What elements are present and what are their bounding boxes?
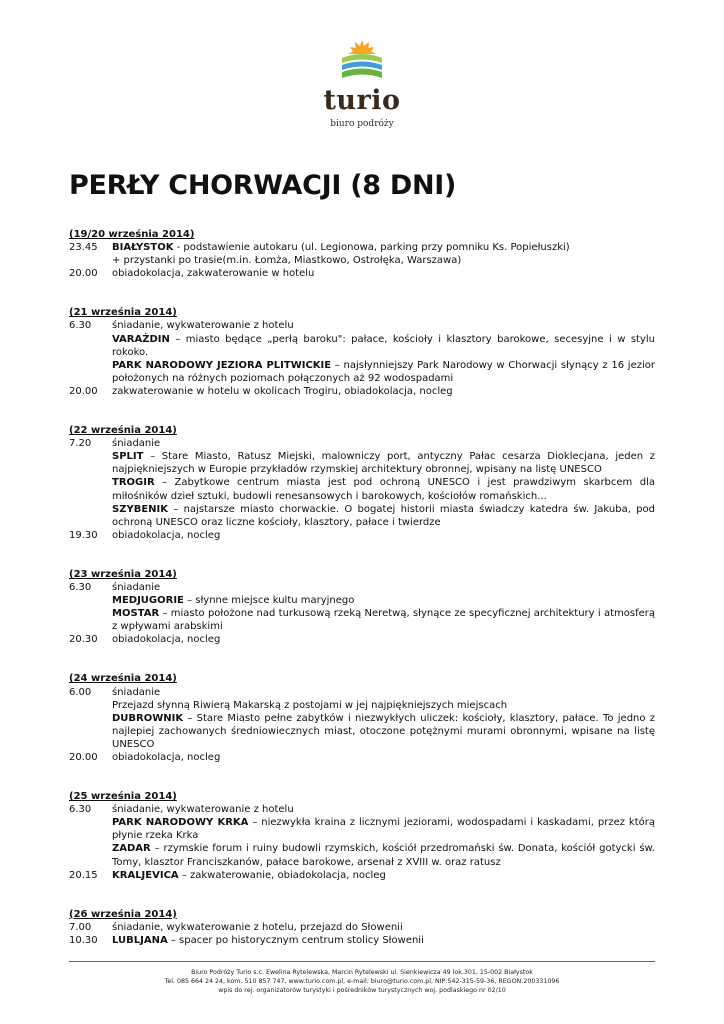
schedule-time bbox=[69, 476, 112, 502]
schedule-row bbox=[69, 385, 655, 398]
schedule-row bbox=[69, 842, 655, 868]
place-name: SPLIT bbox=[112, 451, 144, 463]
schedule-description bbox=[112, 267, 655, 280]
description-text: – słynne miejsce kultu maryjnego bbox=[183, 595, 355, 607]
schedule-time: 20.00 bbox=[69, 268, 98, 280]
footer-line-contact: Tel. 085 664 24 24, kom. 510 857 747, www.turio.com.pl, e-mail: biuro@turio.com.pl, NIP:542-315-59-36, REGON:200331096 bbox=[164, 978, 560, 985]
schedule-row bbox=[69, 319, 655, 332]
schedule-row bbox=[69, 450, 655, 476]
schedule-description bbox=[112, 437, 655, 450]
schedule-row bbox=[69, 476, 655, 502]
schedule-time bbox=[69, 503, 112, 529]
itinerary bbox=[69, 228, 655, 973]
place-name: PARK NARODOWY KRKA bbox=[112, 817, 249, 829]
schedule-row bbox=[69, 686, 655, 699]
schedule-description bbox=[112, 842, 655, 868]
schedule-row bbox=[69, 803, 655, 816]
schedule-description bbox=[112, 816, 655, 842]
schedule-description bbox=[112, 241, 655, 254]
itinerary-day bbox=[69, 908, 655, 947]
schedule-description bbox=[112, 686, 655, 699]
place-name: SZYBENIK bbox=[112, 503, 168, 515]
description-text: – zakwaterowanie, obiadokolacja, nocleg bbox=[178, 869, 386, 881]
schedule-time: 7.00 bbox=[69, 921, 92, 933]
day-date: (21 września 2014) bbox=[69, 307, 177, 319]
schedule-time: 6.30 bbox=[69, 581, 92, 593]
description-text: śniadanie bbox=[112, 686, 161, 698]
schedule-row bbox=[69, 503, 655, 529]
schedule-row bbox=[69, 594, 655, 607]
schedule-time: 20.30 bbox=[69, 634, 98, 646]
schedule-time: 6.00 bbox=[69, 686, 92, 698]
schedule-row bbox=[69, 359, 655, 385]
schedule-description bbox=[112, 385, 655, 398]
description-text: śniadanie, wykwaterowanie z hotelu, przejazd do Słowenii bbox=[112, 921, 403, 933]
itinerary-day bbox=[69, 568, 655, 647]
day-date: (23 września 2014) bbox=[69, 568, 177, 580]
schedule-row bbox=[69, 712, 655, 751]
place-name: DUBROWNIK bbox=[112, 712, 184, 724]
schedule-row bbox=[69, 241, 655, 254]
schedule-time bbox=[69, 712, 112, 751]
description-text: – miasto położone nad turkusową rzeką Neretwą, słynące ze specyficznej architektury i atmosferą z wpływami arabskimi bbox=[112, 608, 655, 633]
schedule-row bbox=[69, 529, 655, 542]
schedule-description bbox=[112, 359, 655, 385]
schedule-row bbox=[69, 607, 655, 633]
schedule-description bbox=[112, 254, 655, 267]
description-text: – Stare Miasto pełne zabytków i niezwykłych uliczek: kościoły, klasztory, pałace. To jedno z najlepiej zachowanych średniowiecznych miast, otoczone potężnymi murami obronnymi, wpisane na listę UNESCO bbox=[112, 712, 655, 750]
day-date: (25 września 2014) bbox=[69, 791, 177, 803]
description-text: zakwaterowanie w hotelu w okolicach Trogiru, obiadokolacja, nocleg bbox=[112, 385, 453, 397]
description-text: obiadokolacja, zakwaterowanie w hotelu bbox=[112, 268, 315, 280]
schedule-time bbox=[69, 254, 112, 267]
schedule-row bbox=[69, 816, 655, 842]
place-name: VARAŻDIN bbox=[112, 333, 170, 345]
place-name: PARK NARODOWY JEZIORA PLITWICKIE bbox=[112, 359, 332, 371]
itinerary-day bbox=[69, 306, 655, 398]
schedule-description bbox=[112, 450, 655, 476]
schedule-description bbox=[112, 712, 655, 751]
description-text: - podstawienie autokaru (ul. Legionowa, parking przy pomniku Ks. Popiełuszki) bbox=[173, 242, 570, 254]
footer-divider bbox=[69, 961, 655, 962]
schedule-description bbox=[112, 934, 655, 947]
description-text: Przejazd słynną Riwierą Makarską z postojami w jej najpiękniejszych miejscach bbox=[112, 699, 508, 711]
company-logo bbox=[0, 38, 724, 130]
schedule-row bbox=[69, 633, 655, 646]
schedule-row bbox=[69, 934, 655, 947]
schedule-time bbox=[69, 607, 112, 633]
schedule-time: 20.00 bbox=[69, 385, 98, 397]
schedule-row bbox=[69, 921, 655, 934]
description-text: – Stare Miasto, Ratusz Miejski, malowniczy port, antyczny Pałac cesarza Dioklecjana, jeden z najpiękniejszych w Europie przykładów rzymskiej architektury obronnej, wpisany na listę UNESCO bbox=[112, 451, 655, 476]
schedule-description bbox=[112, 319, 655, 332]
document-title: PERŁY CHORWACJI (8 DNI) bbox=[69, 170, 457, 201]
schedule-time bbox=[69, 842, 112, 868]
schedule-row bbox=[69, 333, 655, 359]
turio-logo-icon bbox=[338, 38, 386, 84]
schedule-description bbox=[112, 803, 655, 816]
description-text: śniadanie, wykwaterowanie z hotelu bbox=[112, 320, 294, 332]
day-date: (19/20 września 2014) bbox=[69, 229, 195, 240]
schedule-description bbox=[112, 503, 655, 529]
description-text: obiadokolacja, nocleg bbox=[112, 752, 221, 763]
schedule-row bbox=[69, 581, 655, 594]
schedule-description bbox=[112, 581, 655, 594]
description-text: – najstarsze miasto chorwackie. O bogatej historii miasta świadczy katedra św. Jakuba, pod ochroną UNESCO oraz liczne kościoły, klasztory, pałace i twierdze bbox=[112, 503, 655, 528]
schedule-time bbox=[69, 359, 112, 385]
schedule-description bbox=[112, 869, 655, 882]
schedule-time: 23.45 bbox=[69, 242, 98, 254]
description-text: śniadanie bbox=[112, 581, 161, 593]
description-text: – rzymskie forum i ruiny budowli rzymskich, kościół przedromański św. Donata, kościół gotycki św. Tomy, klasztor Franciszkanów, pałace barokowe, arsenał z XVIII w. oraz ratusz bbox=[112, 843, 655, 868]
place-name: BIAŁYSTOK bbox=[112, 242, 174, 254]
description-text: – niezwykła kraina z licznymi jeziorami, wodospadami i kaskadami, przez którą płynie rzeka Krka bbox=[112, 817, 655, 842]
schedule-row bbox=[69, 267, 655, 280]
schedule-description bbox=[112, 594, 655, 607]
description-text: śniadanie bbox=[112, 438, 161, 450]
day-date: (24 września 2014) bbox=[69, 673, 177, 685]
footer bbox=[69, 968, 655, 995]
place-name: TROGIR bbox=[112, 477, 155, 489]
brand-name: turio bbox=[323, 85, 401, 116]
schedule-time bbox=[69, 816, 112, 842]
day-date: (26 września 2014) bbox=[69, 908, 177, 920]
schedule-time: 10.30 bbox=[69, 934, 98, 946]
schedule-description bbox=[112, 921, 655, 934]
schedule-description bbox=[112, 633, 655, 646]
footer-line-registry: wpis do rej. organizatorów turystyki i pośredników turystycznych woj. podlaskiego nr 02/10 bbox=[218, 987, 506, 994]
footer-line-address: Biuro Podróży Turio s.c. Ewelina Rytelewska, Marcin Rytelewski ul. Sienkiewicza 49 lok.301, 15-002 Białystok bbox=[191, 969, 533, 976]
schedule-description bbox=[112, 476, 655, 502]
schedule-row bbox=[69, 699, 655, 712]
description-text: – Zabytkowe centrum miasta jest pod ochroną UNESCO i jest prawdziwym skarbcem dla miłośników dzieł sztuki, budowli renesansowych i barokowych, kościołów romańskich... bbox=[112, 477, 655, 502]
itinerary-day bbox=[69, 228, 655, 280]
schedule-time: 19.30 bbox=[69, 529, 98, 541]
schedule-description bbox=[112, 699, 655, 712]
schedule-row bbox=[69, 869, 655, 882]
schedule-time: 20.15 bbox=[69, 869, 98, 881]
brand-tagline: biuro podróży bbox=[330, 119, 394, 129]
schedule-time bbox=[69, 699, 112, 712]
schedule-time: 6.30 bbox=[69, 804, 92, 816]
schedule-description bbox=[112, 529, 655, 542]
place-name: LUBLJANA bbox=[112, 934, 168, 946]
schedule-time: 20.00 bbox=[69, 752, 98, 763]
description-text: obiadokolacja, nocleg bbox=[112, 529, 221, 541]
place-name: MOSTAR bbox=[112, 608, 160, 620]
schedule-row bbox=[69, 254, 655, 267]
description-text: obiadokolacja, nocleg bbox=[112, 634, 221, 646]
description-text: + przystanki po trasie(m.in. Łomża, Miastkowo, Ostrołęka, Warszawa) bbox=[112, 255, 462, 267]
schedule-row bbox=[69, 437, 655, 450]
description-text: – miasto będące „perłą baroku": pałace, kościoły i klasztory barokowe, secesyjne i w stylu rokoko. bbox=[112, 333, 655, 358]
description-text: – najsłynniejszy Park Narodowy w Chorwacji słynący z 16 jezior położonych na różnych poziomach połączonych aż 92 wodospadami bbox=[112, 359, 655, 384]
schedule-time bbox=[69, 594, 112, 607]
schedule-time bbox=[69, 333, 112, 359]
schedule-time: 7.20 bbox=[69, 438, 92, 450]
place-name: ZADAR bbox=[112, 843, 151, 855]
schedule-description bbox=[112, 333, 655, 359]
schedule-description bbox=[112, 751, 655, 764]
schedule-time: 6.30 bbox=[69, 320, 92, 332]
place-name: KRALJEVICA bbox=[112, 869, 179, 881]
description-text: – spacer po historycznym centrum stolicy Słowenii bbox=[167, 934, 424, 946]
itinerary-day bbox=[69, 424, 655, 542]
itinerary-day bbox=[69, 790, 655, 882]
place-name: MEDJUGORIE bbox=[112, 595, 184, 607]
description-text: śniadanie, wykwaterowanie z hotelu bbox=[112, 804, 294, 816]
day-date: (22 września 2014) bbox=[69, 425, 177, 437]
schedule-row bbox=[69, 751, 655, 764]
itinerary-day bbox=[69, 672, 655, 764]
schedule-description bbox=[112, 607, 655, 633]
schedule-time bbox=[69, 450, 112, 476]
